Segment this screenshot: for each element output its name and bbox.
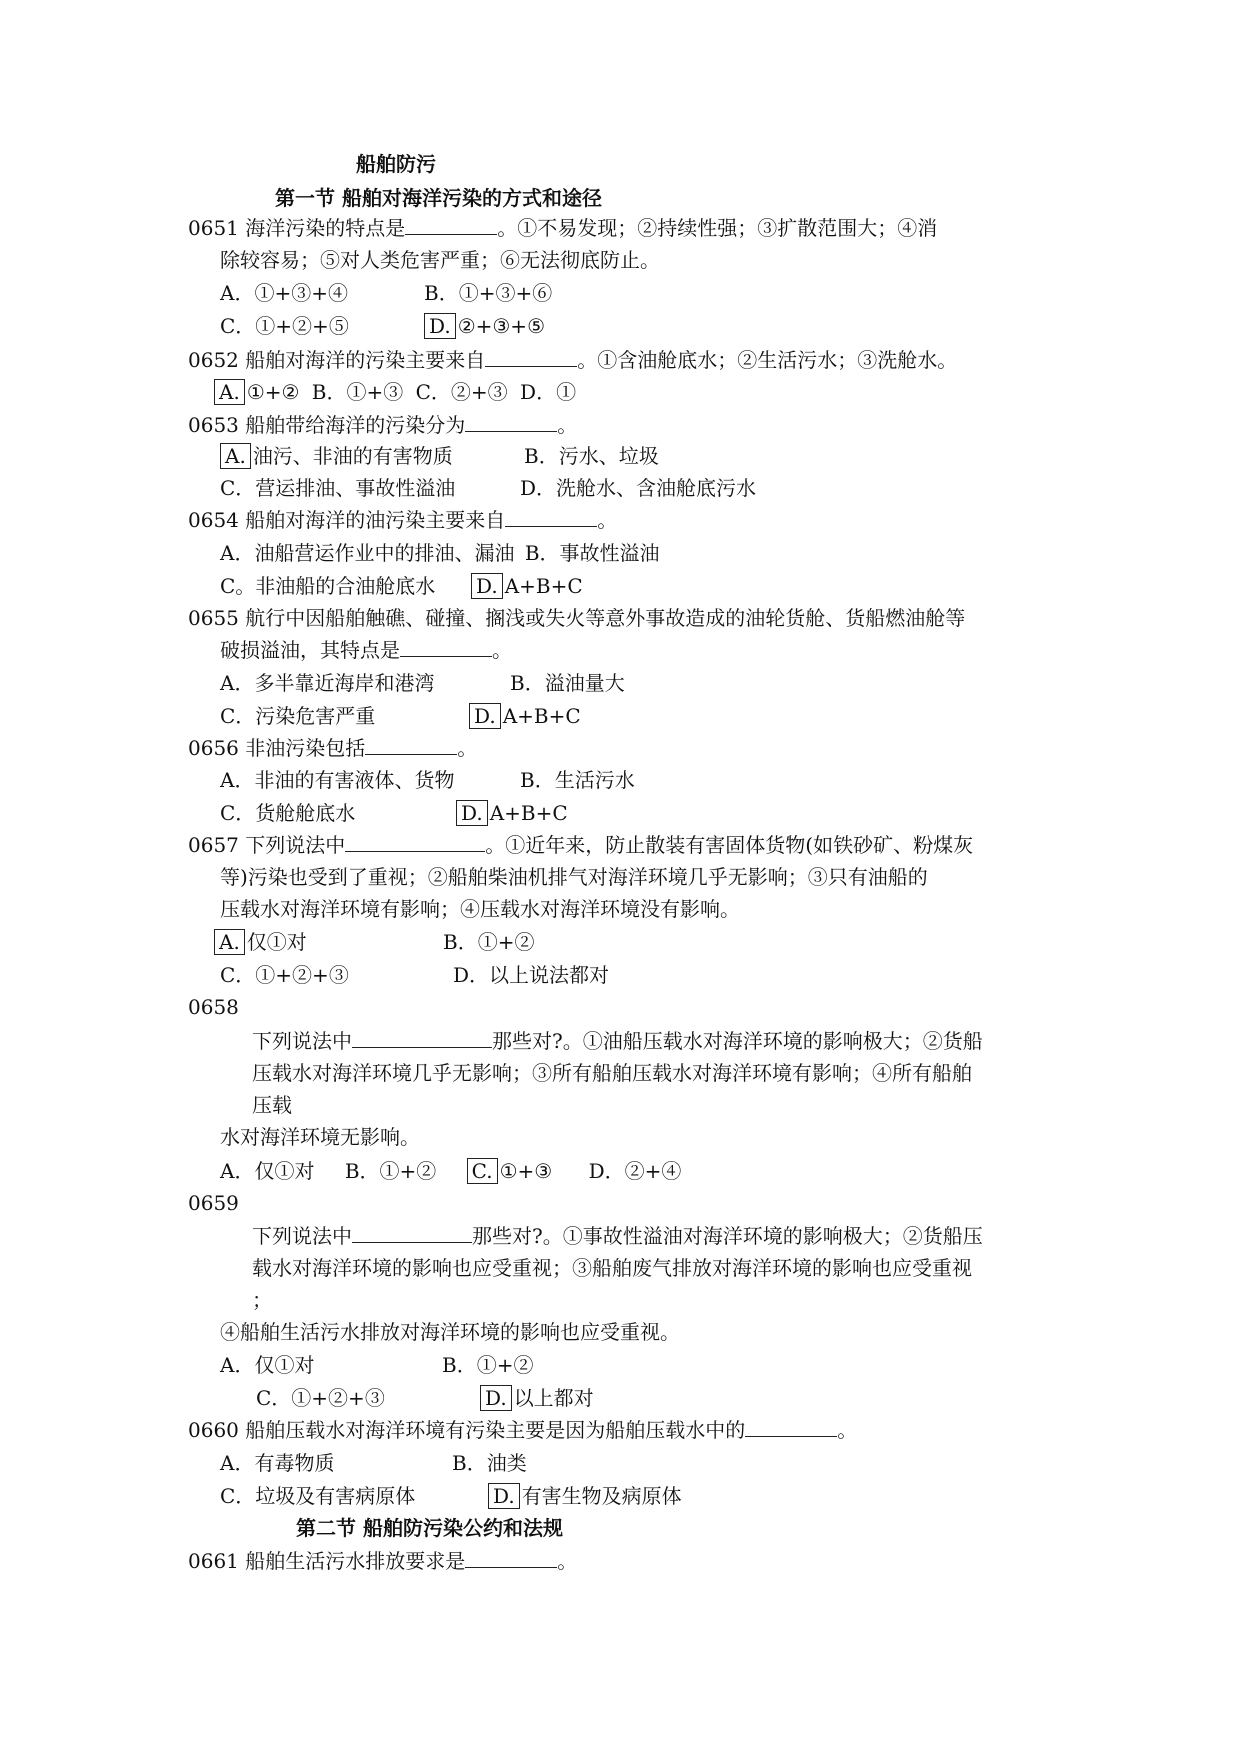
- question-stem-line: 除较容易；⑤对人类危害严重；⑥无法彻底防止。: [220, 248, 660, 272]
- options-row: [214, 378, 576, 406]
- question-stem: 海洋污染的特点是: [245, 216, 406, 240]
- question-0654: [188, 506, 617, 534]
- option-d: D．以上说法都对: [453, 963, 610, 987]
- question-stem: 下列说法中: [245, 833, 346, 857]
- question-0657: [188, 831, 973, 859]
- option-c: C．①+②+③: [256, 1386, 385, 1410]
- answer-blank: [400, 636, 492, 657]
- question-stem-line: ④船舶生活污水排放对海洋环境的影响也应受重视。: [220, 1320, 680, 1344]
- answer-blank: [485, 346, 577, 367]
- option-a: [220, 442, 453, 470]
- option-c: C．①+②+⑤: [220, 314, 349, 338]
- correct-answer-box: D.: [480, 1385, 512, 1411]
- question-number: 0653: [188, 413, 239, 437]
- option-b: B．溢油量大: [510, 671, 625, 695]
- option-c: C．②+③: [415, 380, 508, 404]
- option-b: B．①+②: [443, 930, 535, 954]
- question-stem: 船舶压载水对海洋环境有污染主要是因为船舶压载水中的: [245, 1418, 746, 1442]
- question-stem: 。: [557, 1549, 578, 1573]
- question-0653: [188, 411, 577, 439]
- question-stem-line: [220, 636, 512, 664]
- option-a: A．油船营运作业中的排油、漏油: [220, 541, 515, 565]
- question-number: 0660: [188, 1418, 239, 1442]
- correct-answer-box: A.: [220, 443, 251, 469]
- option-text: A+B+C: [504, 574, 583, 598]
- question-stem-line: 压载: [252, 1093, 292, 1117]
- question-0660: [188, 1416, 857, 1444]
- question-stem: 。: [492, 638, 512, 662]
- answer-blank: [352, 1222, 472, 1243]
- option-c: C．垃圾及有害病原体: [220, 1484, 416, 1508]
- correct-answer-box: C.: [467, 1158, 498, 1184]
- question-stem: 那些对?。①油船压载水对海洋环境的影响极大；②货船: [492, 1029, 983, 1053]
- correct-answer-box: D.: [488, 1483, 520, 1509]
- question-stem-line: 压载水对海洋环境有影响；④压载水对海洋环境没有影响。: [220, 897, 740, 921]
- option-c: ①+③: [499, 1159, 553, 1183]
- question-number: 0652: [188, 348, 239, 372]
- option-b: B．①+②: [344, 1159, 437, 1183]
- question-0651: [188, 214, 937, 242]
- option-a: A．非油的有害液体、货物: [220, 768, 455, 792]
- question-stem-line: 压载水对海洋环境几乎无影响；③所有船舶压载水对海洋环境有影响；④所有船舶: [252, 1061, 972, 1085]
- question-stem: 。: [597, 508, 618, 532]
- section-heading: 第一节 船舶对海洋污染的方式和途径: [275, 186, 602, 210]
- option-d: [469, 702, 581, 730]
- option-c: C．①+②+③: [220, 963, 349, 987]
- option-d: [488, 1482, 682, 1510]
- question-stem: 航行中因船舶触礁、碰撞、搁浅或失火等意外事故造成的油轮货舱、货船燃油舱等: [245, 606, 966, 630]
- options-row: [220, 539, 660, 567]
- answer-blank: [352, 1027, 492, 1048]
- option-d: D．①: [520, 380, 577, 404]
- question-stem: 下列说法中: [252, 1029, 352, 1053]
- option-d: D．洗舱水、含油舱底污水: [520, 476, 757, 500]
- question-stem: 船舶对海洋的污染主要来自: [245, 348, 486, 372]
- option-text: 仅①对: [246, 930, 307, 954]
- option-c: C．污染危害严重: [220, 704, 376, 728]
- option-d: [480, 1384, 594, 1412]
- option-b: B．事故性溢油: [524, 541, 660, 565]
- question-number: 0658: [188, 995, 239, 1019]
- answer-blank: [465, 1547, 557, 1568]
- question-stem: 船舶对海洋的油污染主要来自: [245, 508, 506, 532]
- option-d: D．②+④: [588, 1159, 682, 1183]
- option-c: C．营运排油、事故性溢油: [220, 476, 456, 500]
- correct-answer-box: A.: [214, 379, 245, 405]
- option-text: 以上都对: [513, 1386, 594, 1410]
- option-c: C。非油船的合油舱底水: [220, 574, 436, 598]
- question-number: 0659: [188, 1191, 239, 1215]
- document-title: 船舶防污: [356, 152, 436, 176]
- question-stem: 。: [557, 413, 578, 437]
- option-d: [456, 799, 568, 827]
- question-0652: [188, 346, 957, 374]
- option-b: B．生活污水: [520, 768, 635, 792]
- option-text: 油污、非油的有害物质: [252, 444, 453, 468]
- question-stem-line: [252, 1222, 983, 1250]
- option-a: A．仅①对: [220, 1159, 315, 1183]
- question-number: 0656: [188, 736, 239, 760]
- answer-blank: [465, 411, 557, 432]
- option-a: A．多半靠近海岸和港湾: [220, 671, 435, 695]
- answer-blank: [405, 214, 497, 235]
- question-stem-line: 载水对海洋环境的影响也应受重视；③船舶废气排放对海洋环境的影响也应受重视: [252, 1256, 972, 1280]
- question-0661: [188, 1547, 577, 1575]
- option-c: C．货舱舱底水: [220, 801, 356, 825]
- option-b: B．①+③: [311, 380, 404, 404]
- correct-answer-box: D.: [469, 703, 501, 729]
- option-d: [471, 572, 583, 600]
- question-stem: 。: [457, 736, 478, 760]
- question-stem: 。①含油舱底水；②生活污水；③洗舱水。: [577, 348, 958, 372]
- option-text: A+B+C: [502, 704, 581, 728]
- question-stem: 下列说法中: [252, 1224, 352, 1248]
- option-a: A．有毒物质: [220, 1451, 335, 1475]
- answer-blank: [745, 1416, 837, 1437]
- question-number: 0661: [188, 1549, 239, 1573]
- question-stem: 破损溢油，其特点是: [220, 638, 400, 662]
- question-stem: 非油污染包括: [245, 736, 366, 760]
- question-stem: 船舶带给海洋的污染分为: [245, 413, 466, 437]
- answer-blank: [365, 734, 457, 755]
- option-text: ②+③+⑤: [457, 314, 545, 338]
- question-number: 0654: [188, 508, 239, 532]
- option-b: B．①+②: [442, 1353, 534, 1377]
- correct-answer-box: A.: [214, 929, 245, 955]
- question-0655: [188, 604, 965, 632]
- option-text: A+B+C: [489, 801, 568, 825]
- question-stem: 。①近年来，防止散装有害固体货物(如铁砂矿、粉煤灰: [485, 833, 974, 857]
- question-stem-line: [252, 1027, 983, 1055]
- question-stem: 。①不易发现；②持续性强；③扩散范围大；④消: [497, 216, 938, 240]
- question-number: 0655: [188, 606, 239, 630]
- question-stem: 那些对?。①事故性溢油对海洋环境的影响极大；②货船压: [472, 1224, 983, 1248]
- section-heading: 第二节 船舶防污染公约和法规: [296, 1516, 563, 1540]
- question-stem: 。: [837, 1418, 858, 1442]
- option-b: B．污水、垃圾: [524, 444, 659, 468]
- question-stem-line: ；: [252, 1288, 272, 1312]
- question-stem: 船舶生活污水排放要求是: [245, 1549, 466, 1573]
- options-row: [220, 1157, 681, 1185]
- option-d: [424, 312, 545, 340]
- question-number: 0657: [188, 833, 239, 857]
- correct-answer-box: D.: [424, 313, 456, 339]
- question-0656: [188, 734, 477, 762]
- question-stem-line: 水对海洋环境无影响。: [220, 1125, 420, 1149]
- option-text: 有害生物及病原体: [521, 1484, 682, 1508]
- option-a: ①+②: [246, 380, 300, 404]
- option-a: A．仅①对: [220, 1353, 315, 1377]
- correct-answer-box: D.: [471, 573, 503, 599]
- option-b: B．①+③+⑥: [424, 281, 553, 305]
- correct-answer-box: D.: [456, 800, 488, 826]
- question-stem-line: 等)污染也受到了重视；②船舶柴油机排气对海洋环境几乎无影响；③只有油船的: [220, 865, 928, 889]
- answer-blank: [345, 831, 485, 852]
- option-a: [214, 928, 307, 956]
- answer-blank: [505, 506, 597, 527]
- question-number: 0651: [188, 216, 239, 240]
- option-a: A．①+③+④: [220, 281, 348, 305]
- option-b: B．油类: [452, 1451, 527, 1475]
